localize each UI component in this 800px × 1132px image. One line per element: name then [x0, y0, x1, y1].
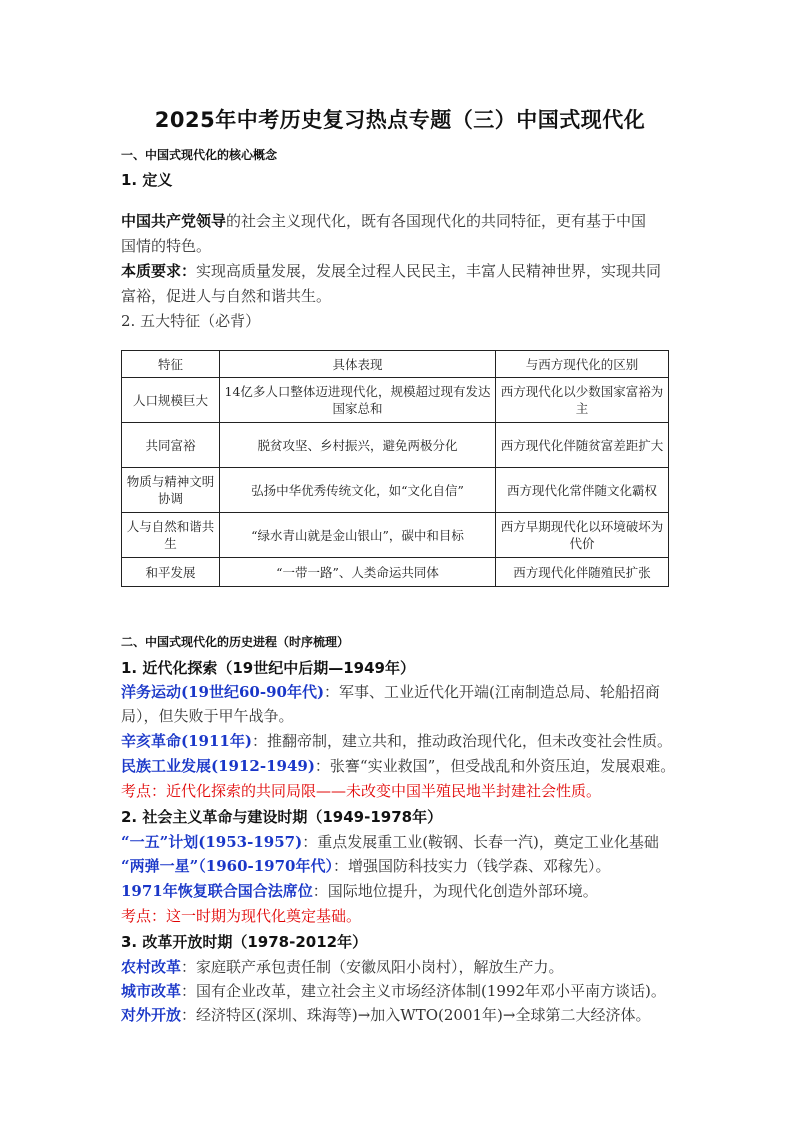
list-item — [121, 980, 691, 1002]
definition-line-1 — [121, 210, 691, 232]
item-text: ：国际地位提升，为现代化创造外部环境。 — [312, 882, 598, 900]
item-text: ：军事、工业近代化开端(江南制造总局、轮船招商 — [324, 683, 660, 701]
features-heading-text: 2. 五大特征（必背） — [121, 312, 261, 330]
table-cell-diff: 西方现代化常伴随文化霸权 — [496, 468, 669, 513]
list-item — [121, 1004, 691, 1026]
item-text: ：增强国防科技实力（钱学森、邓稼先）。 — [332, 857, 611, 875]
item-text: ：家庭联产承包责任制（安徽凤阳小岗村），解放生产力。 — [181, 958, 564, 976]
item-keyword: 辛亥革命(1911年) — [121, 732, 252, 750]
table-header-row — [122, 351, 669, 378]
item-text: ：张謇“实业救国”，但受战乱和外资压迫，发展艰难。 — [314, 757, 676, 775]
table-cell-detail: “一带一路”、人类命运共同体 — [220, 558, 496, 587]
table-cell-detail: 弘扬中华优秀传统文化，如“文化自信” — [220, 468, 496, 513]
table-cell-detail: 脱贫攻坚、乡村振兴，避免两极分化 — [220, 423, 496, 468]
features-table — [121, 350, 669, 587]
table-cell-diff: 西方现代化伴随贫富差距扩大 — [496, 423, 669, 468]
item-keyword: 农村改革 — [121, 958, 182, 976]
section-heading-2: 二、中国式现代化的历史进程（时序梳理） — [121, 635, 350, 649]
table-cell-diff: 西方现代化伴随殖民扩张 — [496, 558, 669, 587]
definition-keyword: 中国共产党领导 — [121, 212, 227, 230]
item-text: ：重点发展重工业(鞍钢、长春一汽)，奠定工业化基础 — [302, 833, 659, 851]
list-item — [121, 880, 691, 902]
requirement-text-2: 富裕，促进人与自然和谐共生。 — [121, 287, 332, 305]
period-heading-2: 2. 社会主义革命与建设时期（1949-1978年） — [121, 808, 443, 826]
item-keyword: 洋务运动(19世纪60-90年代) — [121, 683, 325, 701]
item-keyword: “一五”计划(1953-1957) — [121, 833, 303, 851]
table-header: 具体表现 — [220, 351, 496, 378]
table-cell-detail: “绿水青山就是金山银山”，碳中和目标 — [220, 513, 496, 558]
definition-line-2 — [121, 235, 691, 257]
table-cell-detail: 14亿多人口整体迈进现代化，规模超过现有发达国家总和 — [220, 378, 496, 423]
item-text: ：经济特区(深圳、珠海等)→加入WTO(2001年)→全球第二大经济体。 — [181, 1006, 651, 1024]
requirement-keyword: 本质要求： — [121, 262, 197, 280]
period-heading-1: 1. 近代化探索（19世纪中后期—1949年） — [121, 659, 415, 677]
list-item — [121, 705, 691, 727]
page-title: 2025年中考历史复习热点专题（三）中国式现代化 — [154, 108, 646, 132]
table-cell-feature: 人与自然和谐共生 — [122, 513, 220, 558]
item-keyword: 民族工业发展(1912-1949) — [121, 757, 315, 775]
table-cell-diff: 西方现代化以少数国家富裕为主 — [496, 378, 669, 423]
table-cell-diff: 西方早期现代化以环境破坏为代价 — [496, 513, 669, 558]
requirement-text: 实现高质量发展，发展全过程人民民主，丰富人民精神世界，实现共同 — [196, 262, 662, 280]
definition-heading: 1. 定义 — [121, 171, 173, 189]
section-heading-1: 一、中国式现代化的核心概念 — [121, 148, 278, 162]
definition-text: 的社会主义现代化，既有各国现代化的共同特征，更有基于中国 — [226, 212, 647, 230]
table-row — [122, 558, 669, 587]
requirement-line-1 — [121, 260, 691, 282]
list-item — [121, 681, 691, 703]
table-row — [122, 468, 669, 513]
list-item — [121, 956, 691, 978]
table-row — [122, 513, 669, 558]
table-row — [122, 378, 669, 423]
list-item — [121, 855, 691, 877]
table-header: 特征 — [122, 351, 220, 378]
item-keyword: 对外开放 — [121, 1006, 182, 1024]
list-item — [121, 831, 691, 853]
table-row — [122, 423, 669, 468]
table-header: 与西方现代化的区别 — [496, 351, 669, 378]
definition-text-2: 国情的特色。 — [121, 237, 212, 255]
item-text: ：推翻帝制，建立共和，推动政治现代化，但未改变社会性质。 — [251, 732, 672, 750]
exam-point-2: 考点：这一时期为现代化奠定基础。 — [121, 907, 362, 925]
requirement-line-2 — [121, 285, 691, 307]
item-text: ：国有企业改革，建立社会主义市场经济体制(1992年邓小平南方谈话)。 — [181, 982, 666, 1000]
item-keyword: 城市改革 — [121, 982, 182, 1000]
exam-point-1: 考点：近代化探索的共同局限——未改变中国半殖民地半封建社会性质。 — [121, 782, 602, 800]
table-cell-feature: 和平发展 — [122, 558, 220, 587]
item-keyword: 1971年恢复联合国合法席位 — [121, 882, 313, 900]
list-item — [121, 755, 691, 777]
list-item — [121, 730, 691, 752]
period-heading-3: 3. 改革开放时期（1978-2012年） — [121, 933, 368, 951]
item-text: 局），但失败于甲午战争。 — [121, 707, 294, 725]
table-cell-feature: 共同富裕 — [122, 423, 220, 468]
table-cell-feature: 物质与精神文明协调 — [122, 468, 220, 513]
item-keyword: “两弹一星”（1960-1970年代） — [121, 857, 333, 875]
table-cell-feature: 人口规模巨大 — [122, 378, 220, 423]
features-heading — [121, 310, 691, 332]
